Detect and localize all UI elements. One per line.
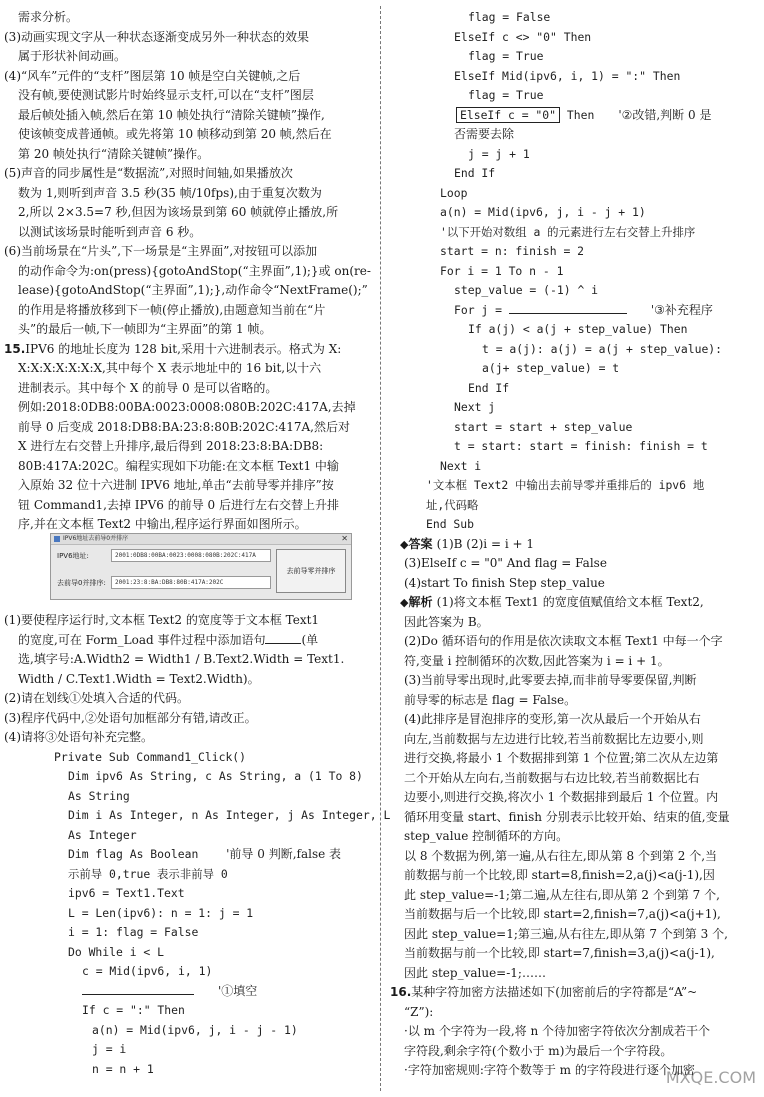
answer-blank [509,301,627,314]
text-line [4,728,153,747]
line-text: 没有帧,要使测试影片时始终显示支杆,可以在“支杆”图层 [18,88,314,102]
text-line [404,808,730,827]
section-label: 答案 [408,537,433,551]
text2-output[interactable]: 2001:23:8:BA:DB8:80B:417A:202C [111,576,271,589]
text-line [468,8,550,27]
text-line [18,184,322,203]
text-line [4,611,319,630]
line-text: 因此 step_value=-1;…… [404,966,546,980]
line-text: '文本框 Text2 中输出去前导零并重排后的 ipv6 地 [426,478,705,492]
text-line [18,476,334,495]
text-line [404,671,696,690]
text-line [426,476,704,495]
text-line [68,884,185,903]
text-line [68,845,341,864]
line-text: 序,并在文本框 Text2 中输出,程序运行界面如图所示。 [18,517,307,531]
text-line [404,574,605,593]
text-line [404,905,721,924]
text-line [68,787,130,806]
text-line [404,730,703,749]
line-text: c = Mid(ipv6, i, 1) [82,964,213,978]
text-line [456,106,711,125]
text-line [4,709,257,728]
text-line [404,691,576,710]
text-line [82,1001,185,1020]
line-text: 钮 Command1,去掉 IPV6 的前导 0 后进行左右交替上升排 [18,498,340,512]
line-text: Private Sub Command1_Click() [54,750,247,764]
close-icon[interactable]: ✕ [341,534,348,543]
text-line [404,554,607,573]
text-line [54,748,246,767]
line-text: flag = True [468,88,544,102]
text-line [440,242,584,261]
line-text: 头”的最后一帧,下一帧即为“主界面”的第 1 帧。 [18,322,272,336]
section-tag [400,537,437,551]
question-number: 16. [390,985,412,999]
text-line [68,865,228,884]
section-label: 解析 [408,595,433,609]
line-text: n = n + 1 [92,1062,154,1076]
text-line [404,866,715,885]
text-line [404,632,723,651]
text-line [92,1040,126,1059]
line-text: Next i [440,459,482,473]
code-comment: '①填空 [218,984,258,998]
text-line [4,689,189,708]
text-line [18,281,368,300]
text-line [454,398,495,417]
text-line [18,320,271,339]
line-text: 址,代码略 [426,498,479,512]
text-line [404,710,701,729]
line-text: 的作用是将播放移到下一帧(停止播放),由题意知当前在“片 [18,303,326,317]
line-text: flag = True [468,49,544,63]
line-text: Dim ipv6 As String, c As String, a (1 To 8) [68,769,363,783]
line-text: 80B:417A:202C。编程实现如下功能:在文本框 Text1 中输 [18,459,339,473]
text-line [18,301,325,320]
line-text: End If [468,381,510,395]
line-text: 前导零的标志是 flag = False。 [404,693,577,707]
text-line [440,203,646,222]
text-line [404,925,728,944]
text-line [404,769,700,788]
text-line [440,262,563,281]
line-text: 前数据与前一个比较,即 start=8,finish=2,a(j)<a(j-1),因 [404,868,715,882]
line-text: 例如:2018:0DB8:00BA:0023:0008:080B:202C:417A,去掉 [18,400,356,414]
line-text: (1)要使程序运行时,文本框 Text2 的宽度等于文本框 Text1 [4,613,320,627]
text-line [4,164,293,183]
line-text: (6)当前场景在“片头”,下一场景是“主界面”,对按钮可以添加 [4,244,318,258]
command1-button[interactable]: 去前导零并排序 [276,549,346,593]
text-line [18,359,321,378]
text-line [18,145,209,164]
text-line [454,301,713,320]
line-text: 以 8 个数据为例,第一遍,从右往左,即从第 8 个到第 2 个,当 [404,849,718,863]
line-text: 因此答案为 B。 [404,615,489,629]
line-text: t = a(j): a(j) = a(j + step_value): [482,342,723,356]
line-text: 边要小,则进行交换,将次小 1 个数据排到最后 1 个位置。内 [404,790,719,804]
text-line [68,923,198,942]
line-text: End If [454,166,496,180]
code-comment: '前导 0 判断,false 表 [222,847,342,861]
line-text: a(n) = Mid(ipv6, j, i - j + 1) [440,205,646,219]
program-window [50,533,352,600]
text-line [18,670,260,689]
text1-input[interactable]: 2001:0DB8:00BA:0023:0008:080B:202C:417A [111,549,271,562]
line-text: (4)start To finish Step step_value [404,576,605,590]
text-line [404,964,546,983]
line-text: IPV6 的地址长度为 128 bit,采用十六进制表示。格式为 X: [25,342,342,356]
line-text: 第 20 帧处执行“清除关键帧”操作。 [18,147,210,161]
text-line [454,418,632,437]
text-line [400,593,704,612]
text-line [82,962,212,981]
line-text: (3)程序代码中,②处语句加框部分有错,请改正。 [4,711,257,725]
boxed-code: ElseIf c = "0" [456,107,560,123]
line-text: 示前导 0,true 表示非前导 0 [68,867,228,881]
line-text: 循环用变量 start、finish 分别表示比较开始、结束的值,变量 [404,810,730,824]
line-text: 向左,当前数据与左边进行比较,若当前数据比左边要小,则 [404,732,704,746]
line-text-after: (单 [301,633,319,647]
text-line [468,379,509,398]
text-line [4,340,341,359]
line-text: 当前数据与前一个比较,即 start=7,finish=3,a(j)<a(j-1), [404,946,715,960]
text-line [18,437,323,456]
line-text: 当前数据与后一个比较,即 start=2,finish=7,a(j)<a(j+1), [404,907,721,921]
text-line [400,535,534,554]
text-line [18,457,339,476]
text-line [4,242,317,261]
line-text: 前导 0 后变成 2018:DB8:BA:23:8:80B:202C:417A,然后对 [18,420,350,434]
window-title: IPV6地址去前导0并排序 [63,535,129,542]
marker-icon: ◆ [400,538,409,551]
line-text: L = Len(ipv6): n = 1: j = 1 [68,906,254,920]
text-line [404,1061,695,1080]
line-text: (3)ElseIf c = "0" And flag = False [404,556,607,570]
text-line [468,320,687,339]
text-line [18,203,338,222]
text-line [454,281,598,300]
text-line [482,340,722,359]
text-line [68,904,253,923]
text-line [404,886,720,905]
line-text: X 进行左右交替上升排序,最后得到 2018:23:8:BA:DB8: [18,439,324,453]
line-text: 二个开始从左向右,当前数据与右边比较,若当前数据比右 [404,771,700,785]
text-line [18,86,314,105]
window-titlebar [51,534,351,545]
text-line [426,496,478,515]
text-line [18,515,307,534]
line-text: (4)“风车”元件的“支杆”图层第 10 帧是空白关键帧,之后 [4,69,301,83]
text-line [18,650,344,669]
text-line [18,8,78,27]
text-line [404,613,489,632]
line-text: ipv6 = Text1.Text [68,886,185,900]
text-line [68,826,137,845]
line-text: 因此 step_value=1;第三遍,从右往左,即从第 7 个到第 3 个, [404,927,728,941]
line-text-after: Then [560,108,595,122]
text-line [404,847,717,866]
answer-blank [82,982,194,995]
line-text: (1)将文本框 Text1 的宽度值赋值给文本框 Text2, [436,595,704,609]
line-text: Dim flag As Boolean [68,847,199,861]
line-text: a(n) = Mid(ipv6, j, i - j - 1) [92,1023,298,1037]
text-line [454,67,680,86]
line-text: 符,变量 i 控制循环的次数,因此答案为 i = i + 1。 [404,654,670,668]
line-text: (4)请将③处语句补充完整。 [4,730,153,744]
line-text: (4)此排序是冒泡排序的变形,第一次从最后一个开始从右 [404,712,701,726]
line-text: 以测试该场景时能听到声音 6 秒。 [18,225,202,239]
text-line [404,944,715,963]
line-text: 使该帧变成普通帧。或先将第 10 帧移动到第 20 帧,然后在 [18,127,332,141]
text-line [68,806,390,825]
line-text: i = 1: flag = False [68,925,199,939]
line-text: For i = 1 To n - 1 [440,264,564,278]
code-comment: '②改错,判断 0 是 [618,108,712,122]
line-text: Width / C.Text1.Width = Text2.Width)。 [18,672,260,686]
line-text: As String [68,789,130,803]
text-line [18,398,356,417]
text-line [454,125,514,144]
text-line [18,106,325,125]
line-text: j = i [92,1042,127,1056]
line-text: (2)请在划线①处填入合适的代码。 [4,691,189,705]
line-text: 否需要去除 [454,127,515,141]
line-text: For j = [454,303,509,317]
line-text: lease){gotoAndStop(“主界面”,1);},动作命令“NextFrame();” [18,283,368,297]
line-text: 此 step_value=-1;第二遍,从左往右,即从第 2 个到第 7 个, [404,888,720,902]
line-text: t = start: start = finish: finish = t [454,439,708,453]
line-text: ElseIf Mid(ipv6, i, 1) = ":" Then [454,69,681,83]
line-text: 需求分析。 [18,10,79,24]
answer-blank [265,631,301,644]
line-text: ·字符加密规则:字符个数等于 m 的字符段进行逐个加密 [404,1063,695,1077]
line-text: 的宽度,可在 Form_Load 事件过程中添加语句 [18,633,266,647]
text-line [18,223,201,242]
line-text: If a(j) < a(j + step_value) Then [468,322,688,336]
line-text: (2)Do 循环语句的作用是依次读取文本框 Text1 中每一个字 [404,634,723,648]
text-line [468,86,543,105]
line-text: End Sub [426,517,475,531]
text-line [18,262,371,281]
line-text: (1)B (2)i = i + 1 [436,537,534,551]
text-line [468,145,530,164]
line-text: j = j + 1 [468,147,530,161]
line-text: 最后帧处插入帧,然后在第 10 帧处执行“清除关键帧”操作, [18,108,325,122]
line-text: 进行交换,将最小 1 个数据排到第 1 个位置;第二次从左边第 [404,751,719,765]
text-line [18,379,277,398]
text-line [4,28,309,47]
line-text: As Integer [68,828,137,842]
line-text: start = start + step_value [454,420,633,434]
text-line [92,1021,298,1040]
line-text: 字符段,剩余字符(个数小于 m)为最后一个字符段。 [404,1044,673,1058]
text-line [18,631,318,650]
line-text: 入原始 32 位十六进制 IPV6 地址,单击“去前导零并排序”按 [18,478,334,492]
text-line [82,982,257,1001]
result-label: 去前导0并排序: [57,579,106,587]
marker-icon: ◆ [400,596,409,609]
question-number: 15. [4,342,26,356]
text-line [18,125,332,144]
line-text: 进制表示。其中每个 X 的前导 0 是可以省略的。 [18,381,278,395]
line-text: Loop [440,186,468,200]
line-text: 某种字符加密方法描述如下(加密前后的字符都是“A”~ [411,985,698,999]
line-text: 数为 1,则听到声音 3.5 秒(35 帧/10fps),由于重复次数为 [18,186,322,200]
line-text: (3)动画实现文字从一种状态逐渐变成另外一种状态的效果 [4,30,310,44]
line-text: Dim i As Integer, n As Integer, j As Integer, L [68,808,391,822]
line-text: ·以 m 个字符为一段,将 n 个待加密字符依次分割成若干个 [404,1024,710,1038]
text-line [426,515,474,534]
text-line [454,28,591,47]
line-text: step_value = (-1) ^ i [454,283,599,297]
text-line [390,983,697,1002]
line-text: 属于形状补间动画。 [18,49,127,63]
line-text: start = n: finish = 2 [440,244,585,258]
text-line [404,652,670,671]
line-text: (5)声音的同步属性是“数据流”,对照时间轴,如果播放次 [4,166,293,180]
text-line [440,457,481,476]
text-line [404,827,568,846]
text-line [404,1022,710,1041]
column-divider [380,6,381,1091]
text-line [92,1060,154,1079]
line-text: “Z”): [404,1005,434,1019]
text-line [482,359,619,378]
line-text: '以下开始对数组 a 的元素进行左右交替上升排序 [440,225,696,239]
text-line [454,437,708,456]
text-line [68,943,164,962]
text-line [4,67,300,86]
line-text: (3)当前导零出现时,此零要去掉,而非前导零要保留,判断 [404,673,697,687]
text-line [18,47,126,66]
section-tag [400,595,437,609]
text-line [404,1003,433,1022]
line-text: 的动作命令为:on(press){gotoAndStop(“主界面”,1);}或 on(re- [18,264,371,278]
line-text: 选,填字号:A.Width2 = Width1 / B.Text2.Width = Text1. [18,652,345,666]
text-line [468,47,543,66]
line-text: a(j+ step_value) = t [482,361,620,375]
text-line [68,767,363,786]
text-line [404,788,718,807]
text-line [18,418,350,437]
line-text: step_value 控制循环的方向。 [404,829,569,843]
text-line [440,184,467,203]
text-line [440,223,695,242]
line-text: X:X:X:X:X:X:X,其中每个 X 表示地址中的 16 bit,以十六 [18,361,322,375]
watermark: MXQE.COM [665,1068,756,1087]
line-text: Do While i < L [68,945,165,959]
text-line [454,164,495,183]
code-comment: '③补充程序 [650,303,713,317]
line-text: flag = False [468,10,551,24]
app-icon [54,536,60,542]
text-line [404,749,718,768]
line-text: If c = ":" Then [82,1003,185,1017]
text-line [18,496,339,515]
line-text: 2,所以 2×3.5=7 秒,但因为该场景到第 60 帧就停止播放,所 [18,205,339,219]
text-line [404,1042,672,1061]
line-text: Next j [454,400,496,414]
line-text: ElseIf c <> "0" Then [454,30,592,44]
ipv6-label: IPV6地址: [57,552,89,560]
